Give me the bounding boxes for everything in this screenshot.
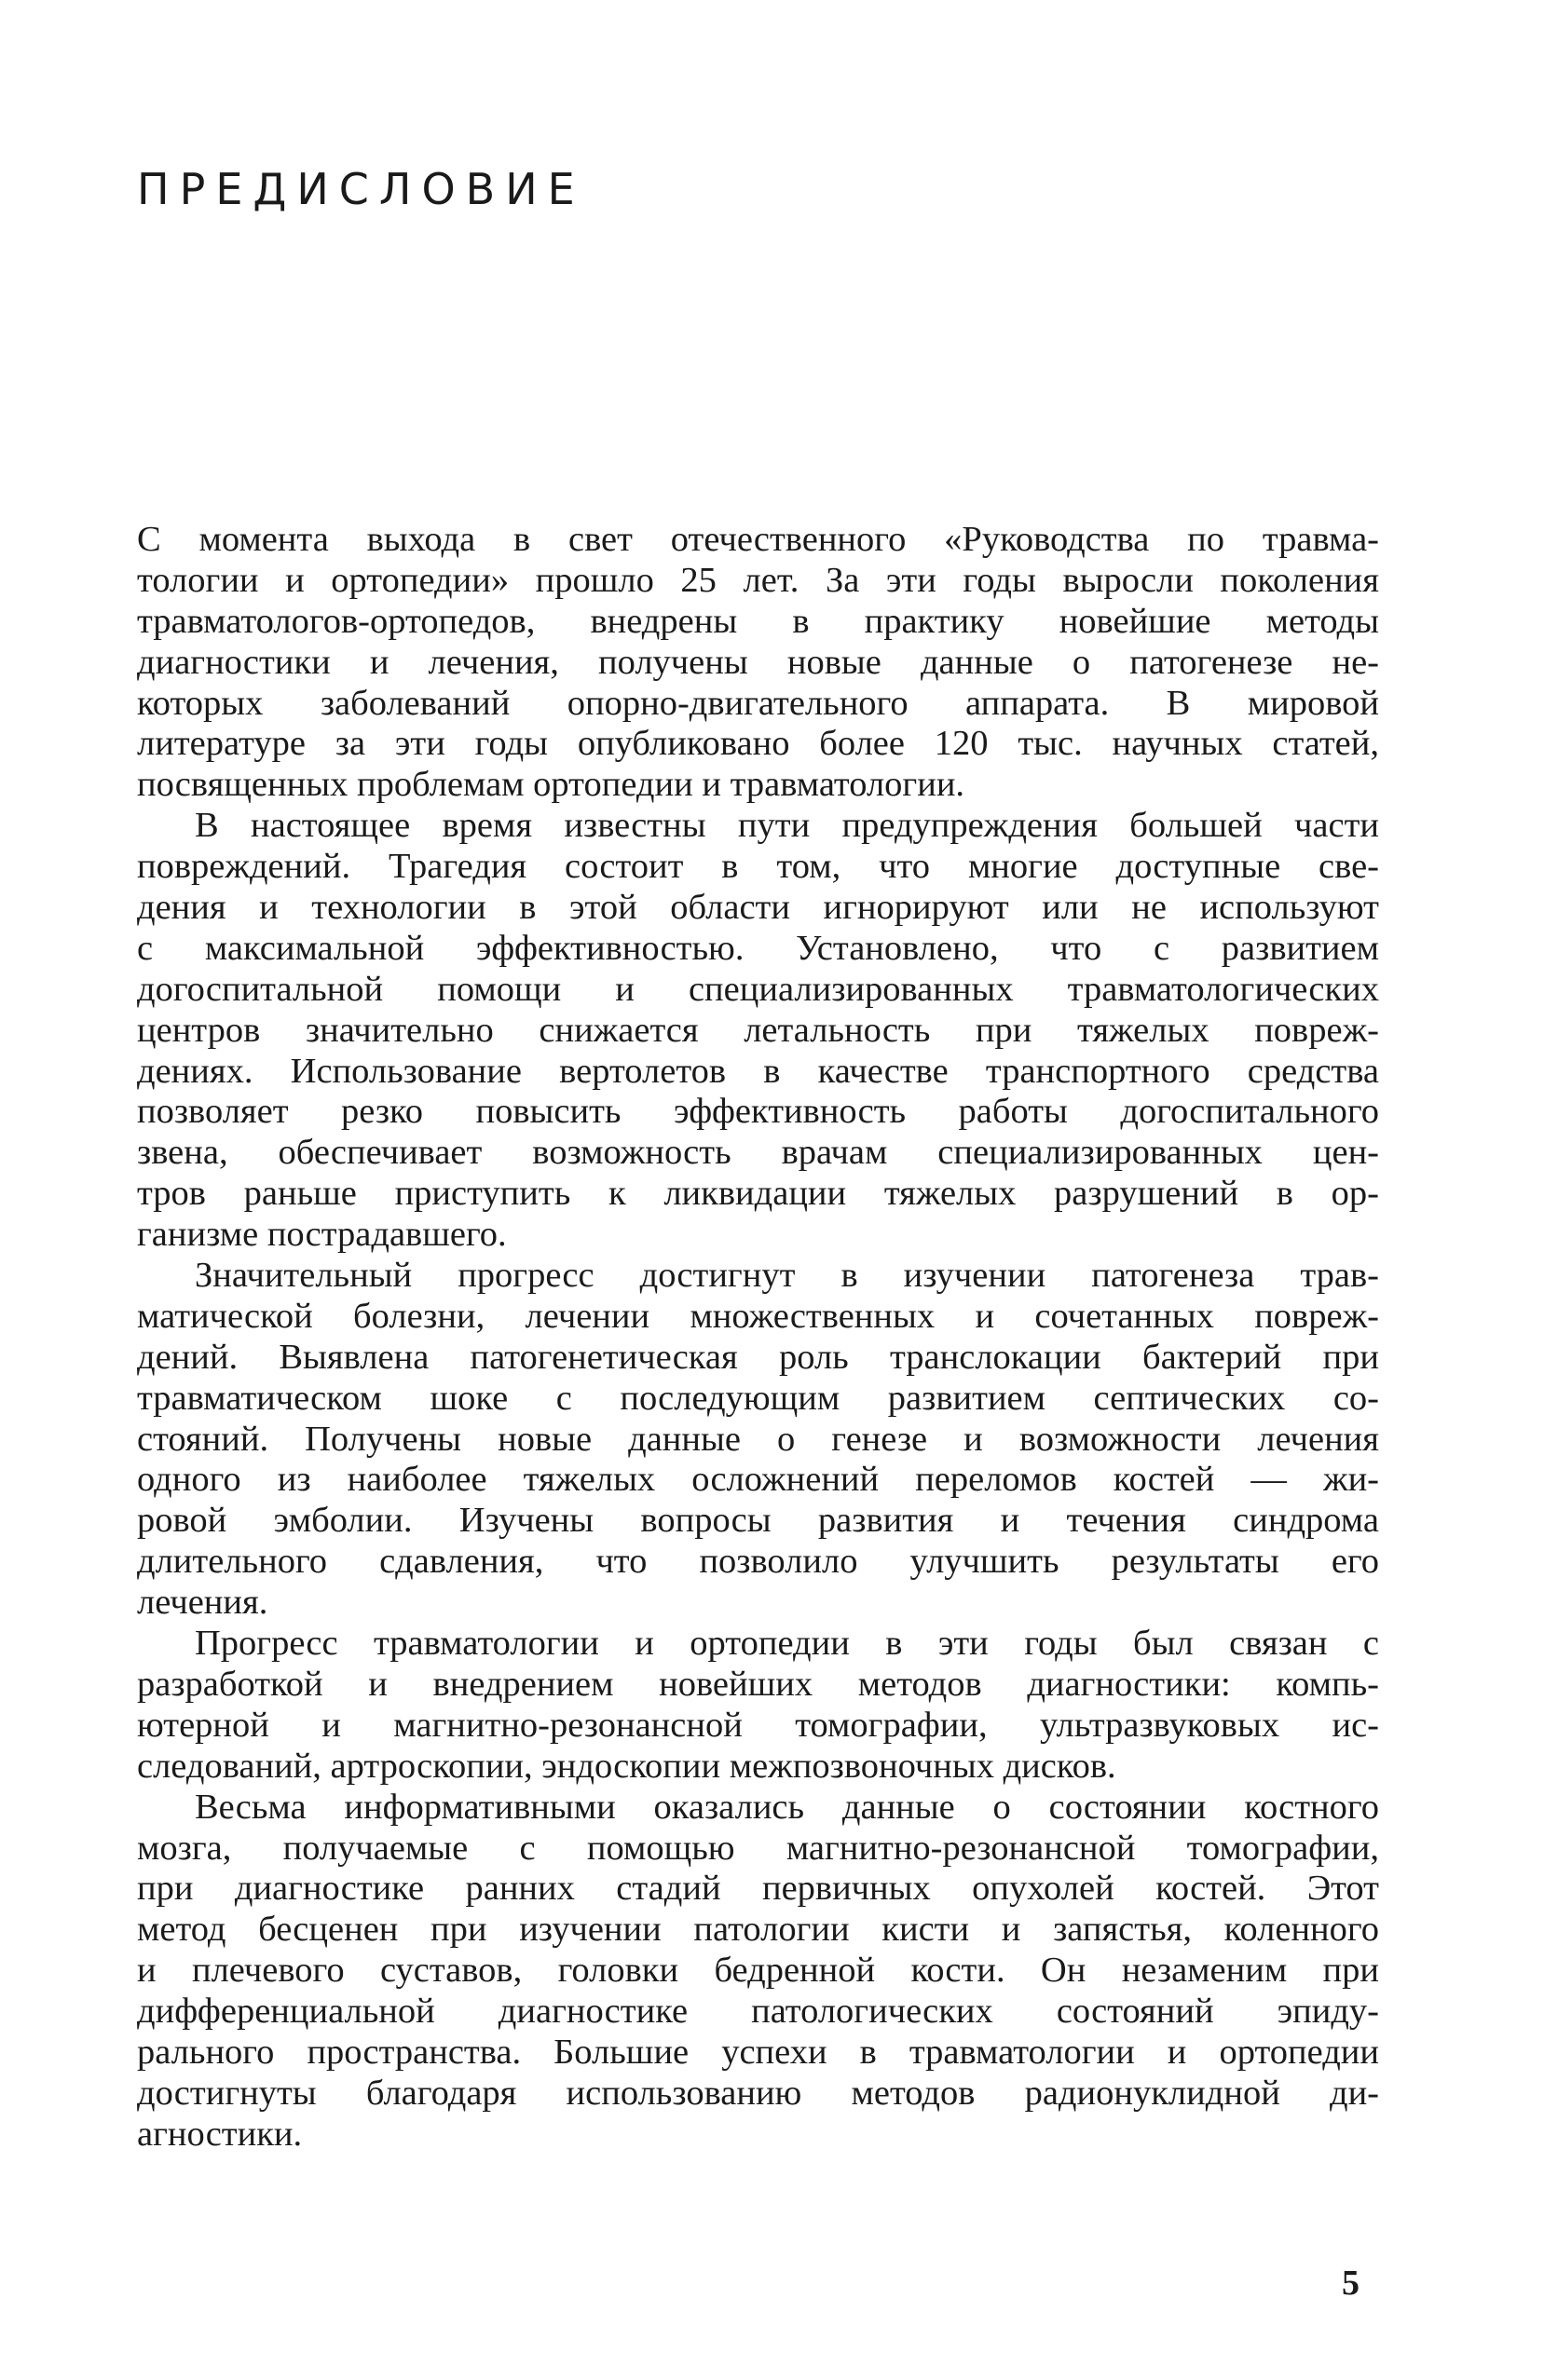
paragraph-5	[137, 1788, 1379, 2156]
body-text	[137, 520, 1379, 2156]
text-line: дений. Выявлена патогенетическая роль транслокации бактерий при	[137, 1337, 1379, 1377]
text-line: дениях. Использование вертолетов в качестве транспортного средства	[137, 1051, 1379, 1091]
text-line: мозга, получаемые с помощью магнитно-резонансной томографии,	[137, 1828, 1379, 1868]
text-line: диагностики и лечения, получены новые данные о патогенезе не-	[137, 642, 1379, 682]
text-line: позволяет резко повысить эффективность работы догоспитального	[137, 1092, 1379, 1132]
text-line: центров значительно снижается летальность при тяжелых повреж-	[137, 1010, 1379, 1050]
text-line: матической болезни, лечении множественных и сочетанных повреж-	[137, 1296, 1379, 1336]
text-line: тологии и ортопедии» прошло 25 лет. За эти годы выросли поколения	[137, 560, 1379, 600]
text-line: Весьма информативными оказались данные о состоянии костного	[195, 1787, 1379, 1827]
text-line: при диагностике ранних стадий первичных опухолей костей. Этот	[137, 1869, 1379, 1909]
text-line: тров раньше приступить к ликвидации тяжелых разрушений в ор-	[137, 1174, 1379, 1214]
text-line: ютерной и магнитно-резонансной томографии, ультразвуковых ис-	[137, 1705, 1379, 1745]
text-line: рального пространства. Большие успехи в травматологии и ортопедии	[137, 2032, 1379, 2072]
text-line: лечения.	[137, 1583, 268, 1623]
text-line: Прогресс травматологии и ортопедии в эти годы был связан с	[195, 1624, 1379, 1664]
paragraph-4	[137, 1624, 1379, 1788]
text-line: посвященных проблемам ортопедии и травматологии.	[137, 765, 965, 805]
text-line: разработкой и внедрением новейших методов диагностики: компь-	[137, 1664, 1379, 1704]
text-line: и плечевого суставов, головки бедренной кости. Он незаменим при	[137, 1951, 1379, 1991]
text-line: следований, артроскопии, эндоскопии межпозвоночных дисков.	[137, 1746, 1116, 1786]
text-line: С момента выхода в свет отечественного «Руководства по травма-	[137, 520, 1379, 559]
text-line: звена, обеспечивает возможность врачам специализированных цен-	[137, 1133, 1379, 1173]
text-line: литературе за эти годы опубликовано более 120 тыс. научных статей,	[137, 724, 1379, 764]
text-line: стояний. Получены новые данные о генезе и возможности лечения	[137, 1419, 1379, 1459]
text-line: с максимальной эффективностью. Установлено, что с развитием	[137, 928, 1379, 968]
text-line: Значительный прогресс достигнут в изучении патогенеза трав-	[195, 1256, 1379, 1296]
text-line: дифференциальной диагностике патологических состояний эпиду-	[137, 1992, 1379, 2032]
text-line: ганизме пострадавшего.	[137, 1215, 507, 1255]
text-line: достигнуты благодаря использованию методов радионуклидной ди-	[137, 2073, 1379, 2113]
text-line: длительного сдавления, что позволило улучшить результаты его	[137, 1542, 1379, 1582]
text-line: ровой эмболии. Изучены вопросы развития и течения синдрома	[137, 1501, 1379, 1541]
text-line: травматологов-ортопедов, внедрены в практику новейшие методы	[137, 601, 1379, 641]
paragraph-2	[137, 806, 1379, 1256]
page-title: ПРЕДИСЛОВИЕ	[137, 164, 585, 214]
paragraph-1	[137, 520, 1379, 806]
text-line: травматическом шоке с последующим развитием септических со-	[137, 1378, 1379, 1418]
text-line: которых заболеваний опорно-двигательного аппарата. В мировой	[137, 683, 1379, 723]
text-line: В настоящее время известны пути предупреждения большей части	[195, 806, 1379, 846]
text-line: повреждений. Трагедия состоит в том, что многие доступные све-	[137, 847, 1379, 887]
text-line: догоспитальной помощи и специализированных травматологических	[137, 969, 1379, 1009]
paragraph-3	[137, 1256, 1379, 1624]
page-number: 5	[1342, 2264, 1360, 2303]
text-line: агностики.	[137, 2114, 303, 2154]
text-line: одного из наиболее тяжелых осложнений переломов костей — жи-	[137, 1460, 1379, 1500]
text-line: метод бесценен при изучении патологии кисти и запястья, коленного	[137, 1910, 1379, 1950]
text-line: дения и технологии в этой области игнорируют или не используют	[137, 888, 1379, 928]
